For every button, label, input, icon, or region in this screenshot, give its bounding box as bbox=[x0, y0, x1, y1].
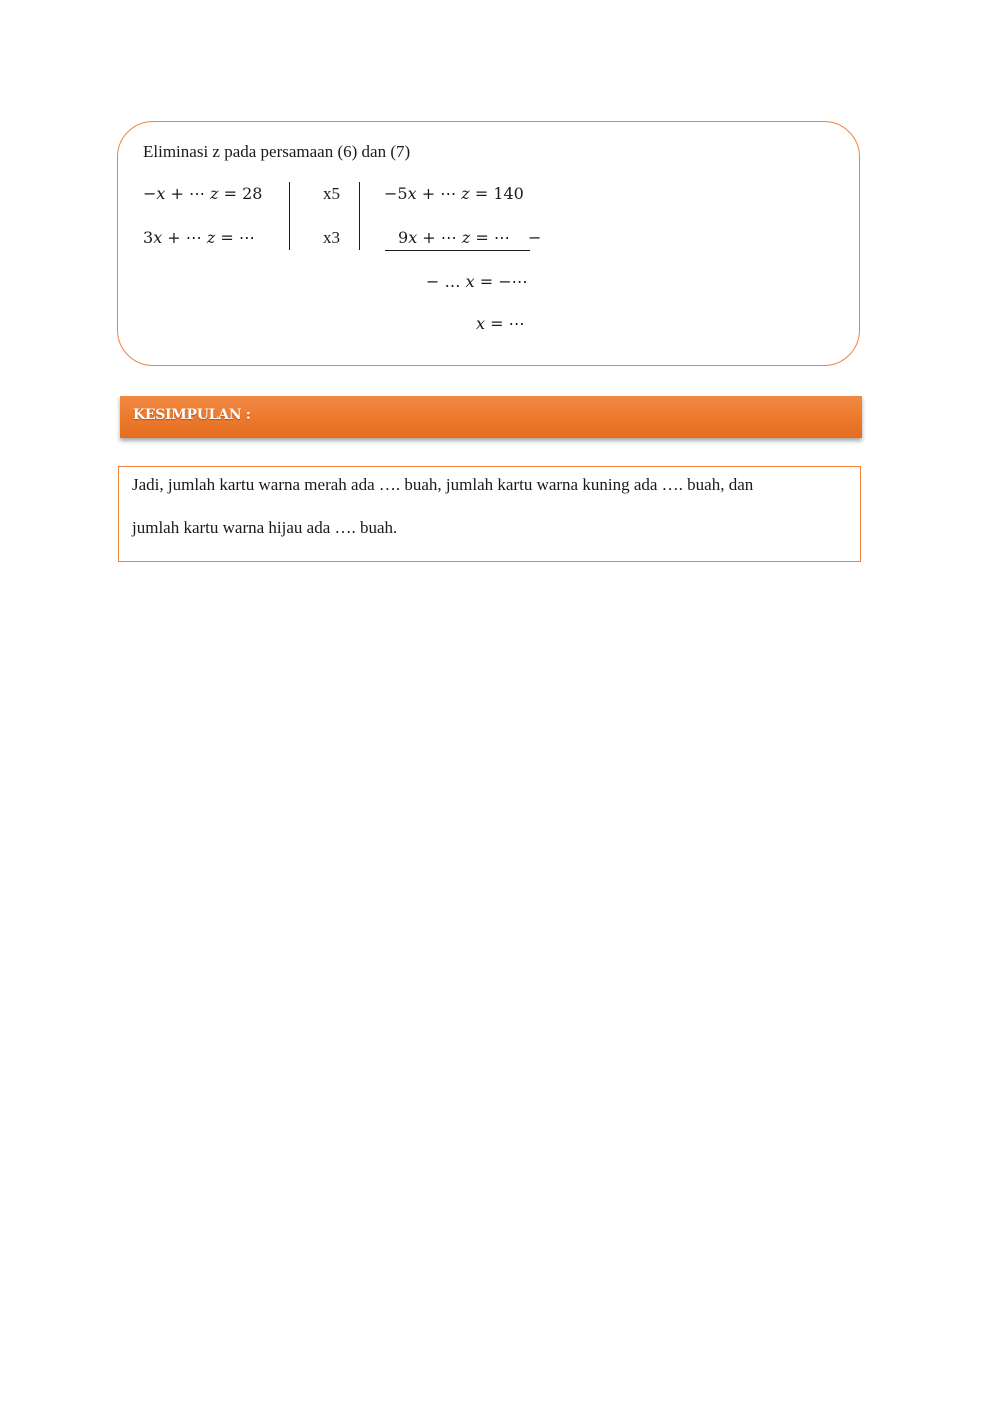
result-equation: − … x = −⋯ bbox=[426, 272, 528, 291]
subtraction-line bbox=[385, 250, 530, 251]
right-equation-2: 9x + ⋯ z = ⋯ bbox=[398, 228, 510, 247]
conclusion-box bbox=[118, 466, 861, 562]
left-equation-1: −x + ⋯ z = 28 bbox=[143, 184, 263, 203]
multiplier-2: x3 bbox=[323, 228, 340, 247]
elimination-box bbox=[117, 121, 860, 366]
right-equation-1: −5x + ⋯ z = 140 bbox=[384, 184, 524, 203]
left-equation-2: 3x + ⋯ z = ⋯ bbox=[143, 228, 255, 247]
conclusion-line-2: jumlah kartu warna hijau ada …. buah. bbox=[132, 518, 398, 537]
kesimpulan-banner bbox=[120, 396, 862, 438]
elimination-title: Eliminasi z pada persamaan (6) dan (7) bbox=[143, 142, 411, 161]
right-divider bbox=[359, 182, 360, 250]
kesimpulan-heading: KESIMPULAN : bbox=[133, 407, 251, 423]
left-divider bbox=[289, 182, 290, 250]
final-equation: x = ⋯ bbox=[476, 314, 525, 333]
multiplier-1: x5 bbox=[323, 184, 340, 203]
conclusion-line-1: Jadi, jumlah kartu warna merah ada …. buah, jumlah kartu warna kuning ada …. buah, dan bbox=[132, 475, 754, 494]
subtraction-sign: − bbox=[528, 228, 542, 247]
